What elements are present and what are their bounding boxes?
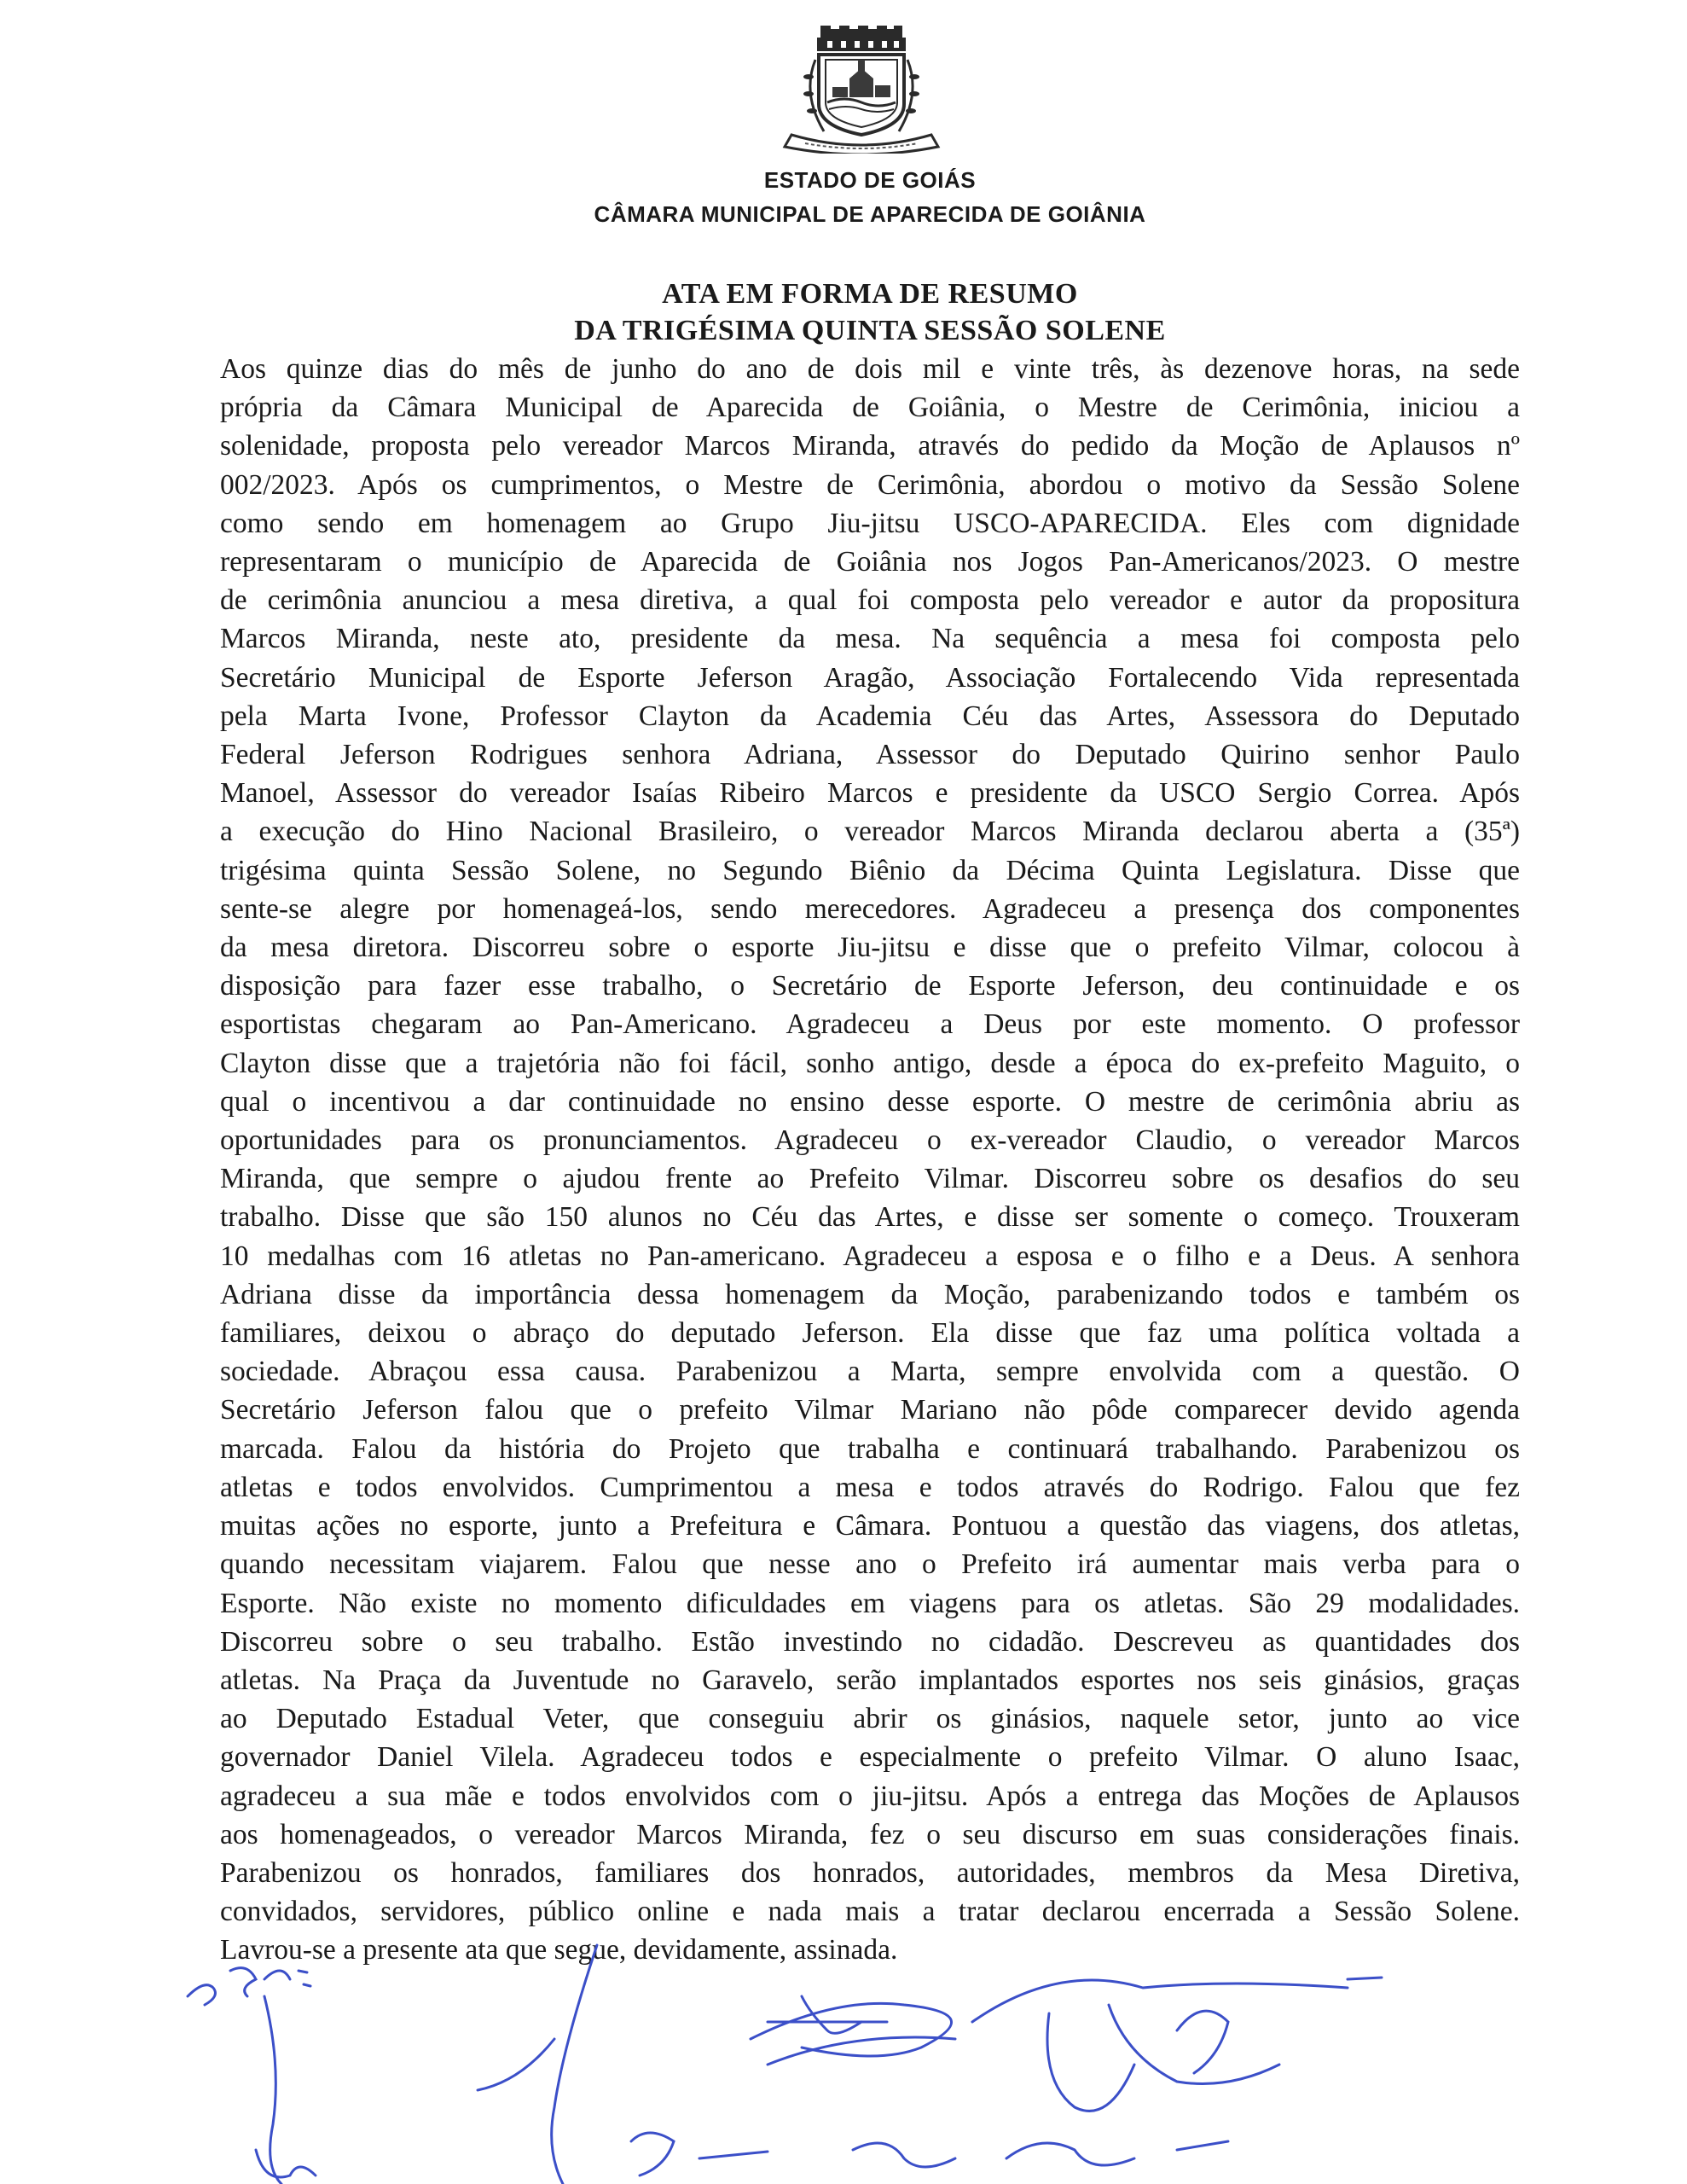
municipal-crest-logo bbox=[768, 26, 955, 154]
minutes-line: 10 medalhas com 16 atletas no Pan-americano. Agradeceu a esposa e o filho e a Deus. A senhora bbox=[220, 1240, 1520, 1272]
minutes-line: Adriana disse da importância dessa homenagem da Moção, parabenizando todos e também os bbox=[220, 1278, 1520, 1310]
minutes-line: sociedade. Abraçou essa causa. Parabenizou a Marta, sempre envolvida com a questão. O bbox=[220, 1356, 1520, 1388]
minutes-line: solenidade, proposta pelo vereador Marcos Miranda, através do pedido da Moção de Aplausos nº bbox=[220, 430, 1520, 462]
minutes-line: trabalho. Disse que são 150 alunos no Céu das Artes, e disse ser somente o começo. Trouxeram bbox=[220, 1201, 1520, 1234]
minutes-line: convidados, servidores, público online e nada mais a tratar declarou encerrada a Sessão Solene. bbox=[220, 1896, 1520, 1928]
minutes-body bbox=[220, 350, 1520, 1970]
minutes-line: governador Daniel Vilela. Agradeceu todos e especialmente o prefeito Vilmar. O aluno Isaac, bbox=[220, 1741, 1520, 1774]
minutes-line: Parabenizou os honrados, familiares dos honrados, autoridades, membros da Mesa Diretiva, bbox=[220, 1856, 1520, 1889]
minutes-line: a execução do Hino Nacional Brasileiro, o vereador Marcos Miranda declarou aberta a (35ª) bbox=[220, 816, 1520, 848]
minutes-line: Miranda, que sempre o ajudou frente ao Prefeito Vilmar. Discorreu sobre os desafios do seu bbox=[220, 1163, 1520, 1195]
minutes-line: esportistas chegaram ao Pan-Americano. Agradeceu a Deus por este momento. O professor bbox=[220, 1008, 1520, 1041]
minutes-line: Lavrou-se a presente ata que segue, devidamente, assinada. bbox=[220, 1934, 898, 1966]
minutes-line: Marcos Miranda, neste ato, presidente da mesa. Na sequência a mesa foi composta pelo bbox=[220, 623, 1520, 655]
minutes-line: atletas. Na Praça da Juventude no Garavelo, serão implantados esportes nos seis ginásios, graças bbox=[220, 1664, 1520, 1696]
minutes-line: Secretário Jeferson falou que o prefeito Vilmar Mariano não pôde comparecer devido agenda bbox=[220, 1394, 1520, 1426]
minutes-line: sente-se alegre por homenageá-los, sendo merecedores. Agradeceu a presença dos componentes bbox=[220, 892, 1520, 925]
state-heading: ESTADO DE GOIÁS bbox=[763, 167, 977, 193]
minutes-line: como sendo em homenagem ao Grupo Jiu-jitsu USCO-APARECIDA. Eles com dignidade bbox=[220, 507, 1520, 539]
document-title-line-2: DA TRIGÉSIMA QUINTA SESSÃO SOLENE bbox=[574, 315, 1166, 346]
minutes-line: pela Marta Ivone, Professor Clayton da Academia Céu das Artes, Assessora do Deputado bbox=[220, 700, 1520, 732]
minutes-line: muitas ações no esporte, junto a Prefeitura e Câmara. Pontuou a questão das viagens, dos atletas, bbox=[220, 1510, 1520, 1542]
minutes-line: representaram o município de Aparecida de Goiânia nos Jogos Pan-Americanos/2023. O mestre bbox=[220, 546, 1520, 578]
minutes-line: familiares, deixou o abraço do deputado Jeferson. Ela disse que faz uma política voltada a bbox=[220, 1317, 1520, 1350]
minutes-line: Manoel, Assessor do vereador Isaías Ribeiro Marcos e presidente da USCO Sergio Correa. Após bbox=[220, 777, 1520, 810]
minutes-line: da mesa diretora. Discorreu sobre o esporte Jiu-jitsu e disse que o prefeito Vilmar, colocou à bbox=[220, 932, 1520, 964]
minutes-line: qual o incentivou a dar continuidade no ensino desse esporte. O mestre de cerimônia abriu as bbox=[220, 1085, 1520, 1118]
document-title-line-1: ATA EM FORMA DE RESUMO bbox=[662, 278, 1078, 310]
handwritten-signatures bbox=[154, 1928, 1501, 2184]
minutes-line: agradeceu a sua mãe e todos envolvidos com o jiu-jitsu. Após a entrega das Moções de Aplausos bbox=[220, 1780, 1520, 1812]
minutes-line: Esporte. Não existe no momento dificuldades em viagens para os atletas. São 29 modalidades. bbox=[220, 1587, 1520, 1619]
minutes-line: oportunidades para os pronunciamentos. Agradeceu o ex-vereador Claudio, o vereador Marcos bbox=[220, 1124, 1520, 1157]
minutes-line: ao Deputado Estadual Veter, que conseguiu abrir os ginásios, naquele setor, junto ao vice bbox=[220, 1703, 1520, 1735]
minutes-line: 002/2023. Após os cumprimentos, o Mestre de Cerimônia, abordou o motivo da Sessão Solene bbox=[220, 468, 1520, 501]
minutes-line: marcada. Falou da história do Projeto que trabalha e continuará trabalhando. Parabenizou os bbox=[220, 1432, 1520, 1465]
minutes-line: de cerimônia anunciou a mesa diretiva, a qual foi composta pelo vereador e autor da propositura bbox=[220, 584, 1520, 617]
minutes-line: quando necessitam viajarem. Falou que nesse ano o Prefeito irá aumentar mais verba para o bbox=[220, 1548, 1520, 1581]
minutes-line: disposição para fazer esse trabalho, o Secretário de Esporte Jeferson, deu continuidade e os bbox=[220, 970, 1520, 1002]
minutes-line: aos homenageados, o vereador Marcos Miranda, fez o seu discurso em suas considerações finais. bbox=[220, 1818, 1520, 1850]
minutes-line: Secretário Municipal de Esporte Jeferson Aragão, Associação Fortalecendo Vida representada bbox=[220, 661, 1520, 694]
minutes-line: própria da Câmara Municipal de Aparecida de Goiânia, o Mestre de Cerimônia, iniciou a bbox=[220, 392, 1520, 424]
minutes-line: Clayton disse que a trajetória não foi fácil, sonho antigo, desde a época do ex-prefeito Maguito, o bbox=[220, 1047, 1520, 1079]
minutes-line: trigésima quinta Sessão Solene, no Segundo Biênio da Décima Quinta Legislatura. Disse que bbox=[220, 854, 1520, 886]
minutes-line: Federal Jeferson Rodrigues senhora Adriana, Assessor do Deputado Quirino senhor Paulo bbox=[220, 739, 1520, 771]
minutes-line: Aos quinze dias do mês de junho do ano de dois mil e vinte três, às dezenove horas, na sede bbox=[220, 353, 1520, 385]
minutes-line: Discorreu sobre o seu trabalho. Estão investindo no cidadão. Descreveu as quantidades dos bbox=[220, 1625, 1520, 1658]
minutes-line: atletas e todos envolvidos. Cumprimentou a mesa e todos através do Rodrigo. Falou que fez bbox=[220, 1471, 1520, 1503]
chamber-heading: CÂMARA MUNICIPAL DE APARECIDA DE GOIÂNIA bbox=[594, 201, 1146, 227]
